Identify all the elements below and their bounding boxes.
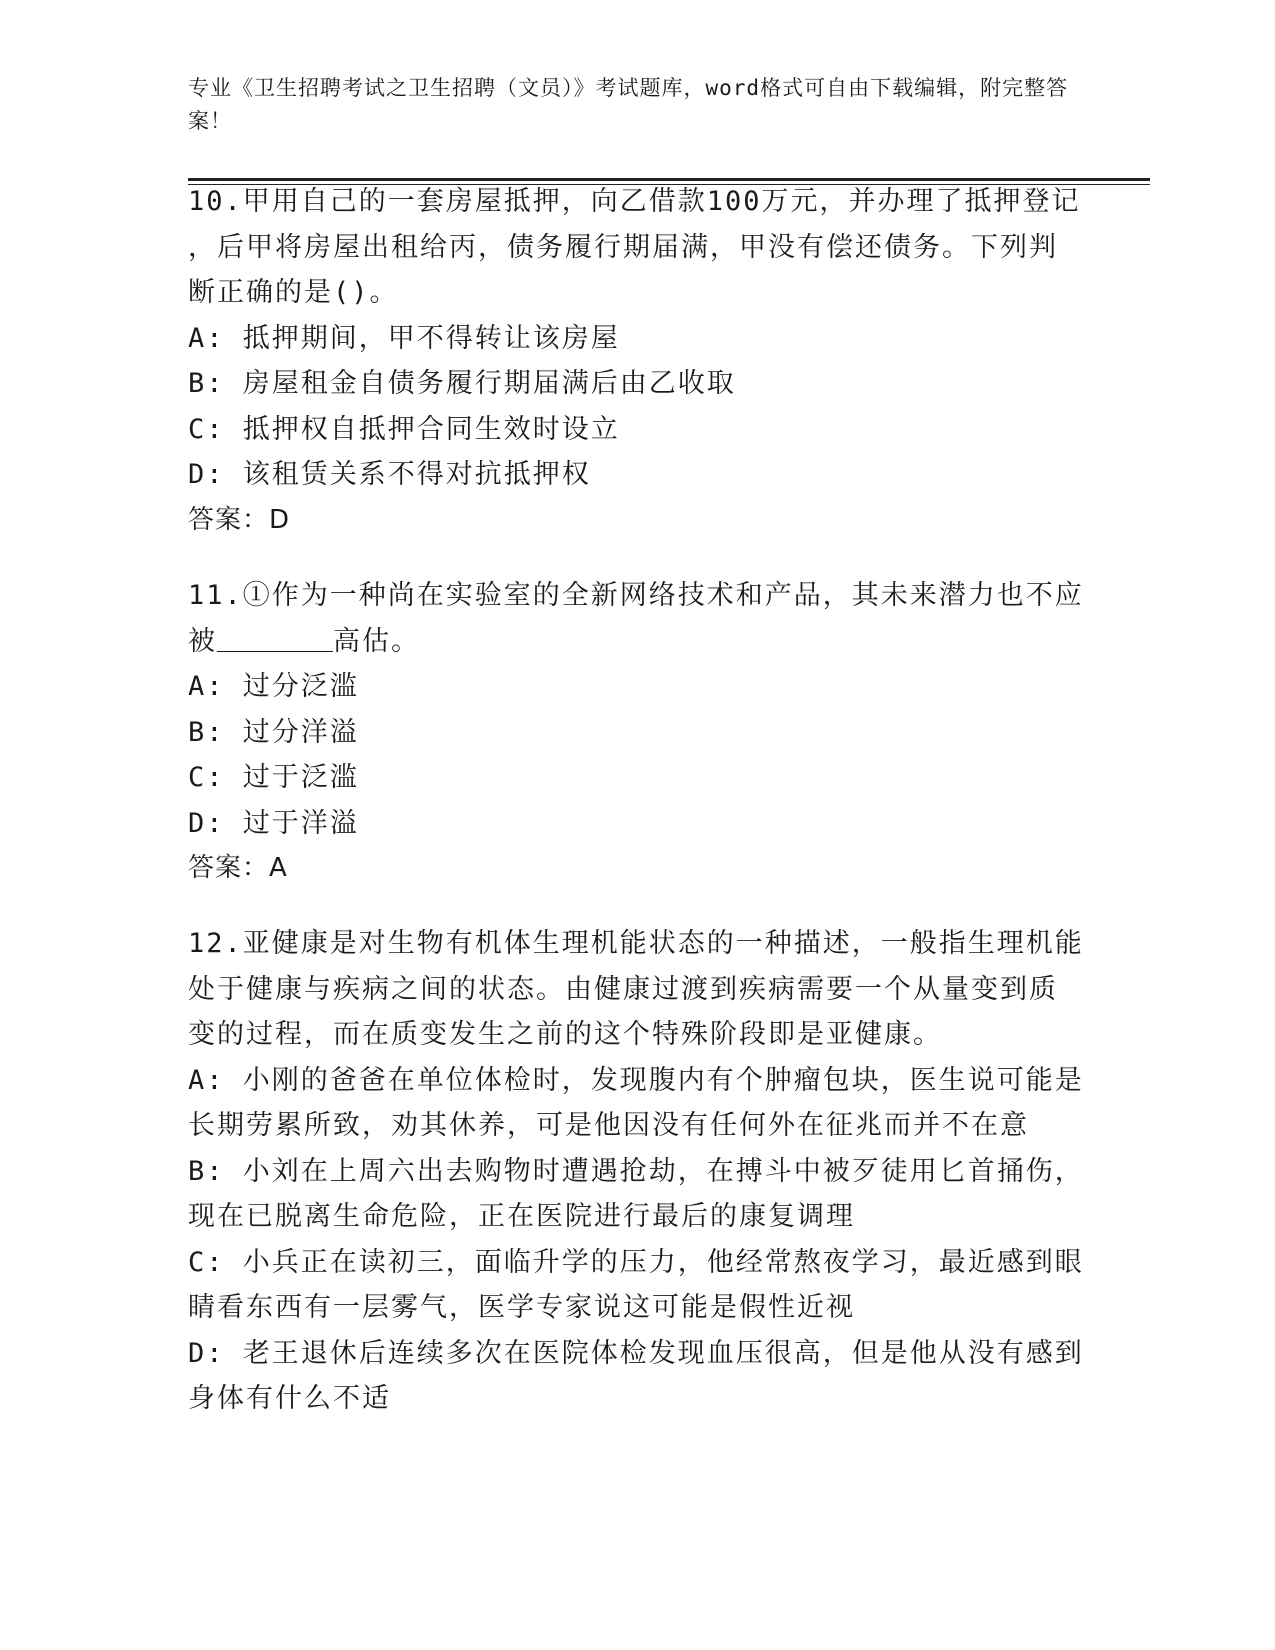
option-c: C: 过于泛滥 — [188, 762, 359, 793]
question-stem-line-with-blank — [188, 619, 1088, 665]
option-a: A: 小刚的爸爸在单位体检时，发现腹内有个肿瘤包块，医生说可能是 — [188, 1064, 1084, 1096]
document-header: 专业《卫生招聘考试之卫生招聘（文员）》考试题库，word格式可自由下载编辑，附完整答案！ — [188, 76, 1069, 133]
option-a: A: 过分泛滥 — [188, 671, 359, 702]
question-stem-line: 断正确的是()。 — [188, 277, 399, 308]
option-c-continued: 睛看东西有一层雾气，医学专家说这可能是假性近视 — [188, 1292, 855, 1323]
question-stem-line: 12.亚健康是对生物有机体生理机能状态的一种描述，一般指生理机能 — [188, 928, 1084, 959]
option-c: C: 小兵正在读初三，面临升学的压力，他经常熬夜学习，最近感到眼 — [188, 1246, 1084, 1278]
option-b: B: 过分洋溢 — [188, 716, 359, 748]
question-stem-line: 处于健康与疾病之间的状态。由健康过渡到疾病需要一个从量变到质 — [188, 973, 1058, 1005]
option-c: C: 抵押权自抵押合同生效时设立 — [188, 413, 620, 445]
option-a-continued: 长期劳累所致，劝其休养，可是他因没有任何外在征兆而并不在意 — [188, 1110, 1029, 1141]
question-10 — [188, 179, 1088, 543]
question-11 — [188, 573, 1088, 892]
answer-label: 答案：D — [188, 504, 291, 535]
question-stem-line: ，后甲将房屋出租给丙，债务履行期届满，甲没有偿还债务。下列判 — [188, 231, 1058, 263]
option-d: D: 该租赁关系不得对抗抵押权 — [188, 459, 591, 490]
fill-in-blank — [217, 621, 333, 652]
blank-suffix: 高估。 — [333, 625, 420, 657]
question-12 — [188, 921, 1088, 1422]
blank-prefix: 被 — [188, 625, 217, 657]
answer-label: 答案：A — [188, 853, 288, 883]
option-d: D: 过于洋溢 — [188, 807, 359, 839]
option-b-continued: 现在已脱离生命危险，正在医院进行最后的康复调理 — [188, 1201, 855, 1232]
option-b: B: 房屋租金自债务履行期届满后由乙收取 — [188, 368, 736, 399]
question-stem-line: 10.甲用自己的一套房屋抵押，向乙借款100万元，并办理了抵押登记 — [188, 186, 1081, 217]
question-stem-line: 变的过程，而在质变发生之前的这个特殊阶段即是亚健康。 — [188, 1019, 942, 1050]
option-a: A: 抵押期间，甲不得转让该房屋 — [188, 322, 620, 354]
question-stem-line: 11.①作为一种尚在实验室的全新网络技术和产品，其未来潜力也不应 — [188, 580, 1084, 611]
option-d: D: 老王退休后连续多次在医院体检发现血压很高，但是他从没有感到 — [188, 1337, 1084, 1369]
option-d-continued: 身体有什么不适 — [188, 1383, 391, 1414]
option-b: B: 小刘在上周六出去购物时遭遇抢劫，在搏斗中被歹徒用匕首捅伤， — [188, 1155, 1084, 1187]
